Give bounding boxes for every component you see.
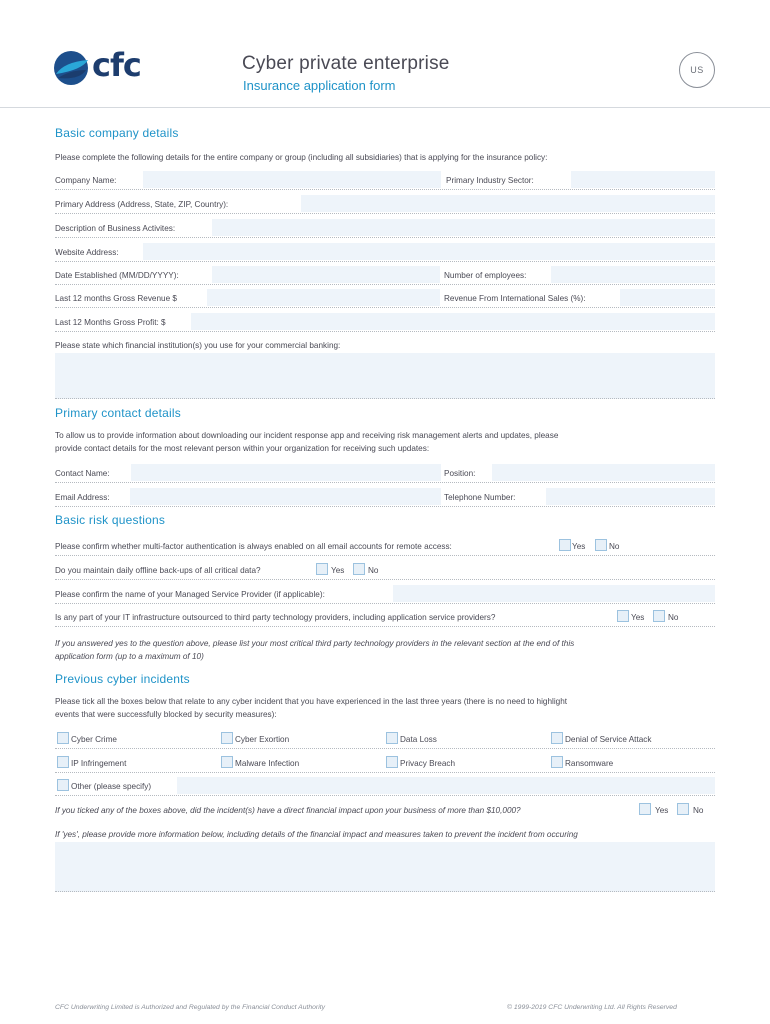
- gross-revenue-label: Last 12 months Gross Revenue $: [55, 294, 177, 303]
- logo-wordmark: cfc: [92, 46, 141, 84]
- row-gross-profit: [55, 313, 715, 332]
- row-incidents-2: [55, 754, 715, 773]
- primary-contact-intro-2: provide contact details for the most relevant person within your organization for receiving such updates:: [55, 444, 430, 453]
- malware-infection-label: Malware Infection: [235, 759, 300, 768]
- cyber-crime-label: Cyber Crime: [71, 735, 117, 744]
- data-loss-label: Data Loss: [400, 735, 437, 744]
- backup-no-label: No: [368, 566, 379, 575]
- gross-revenue-field[interactable]: [207, 289, 440, 306]
- denial-of-service-label: Denial of Service Attack: [565, 735, 652, 744]
- incident-details-prompt: If 'yes', please provide more information below, including details of the financial impact and measures taken to prevent the incident from occuring: [55, 830, 578, 839]
- row-gross-revenue: [55, 289, 715, 308]
- employees-field[interactable]: [551, 266, 715, 283]
- previous-incidents-intro-2: events that were successfully blocked by security measures):: [55, 710, 277, 719]
- ransomware-checkbox[interactable]: [551, 756, 563, 768]
- privacy-breach-checkbox[interactable]: [386, 756, 398, 768]
- website-label: Website Address:: [55, 248, 119, 257]
- outsourced-no-checkbox[interactable]: [653, 610, 665, 622]
- gross-profit-label: Last 12 Months Gross Profit: $: [55, 318, 166, 327]
- cyber-extortion-label: Cyber Exortion: [235, 735, 290, 744]
- row-backup-question: [55, 561, 715, 580]
- section-heading-risk-questions: Basic risk questions: [55, 513, 166, 527]
- cyber-extortion-checkbox[interactable]: [221, 732, 233, 744]
- row-website: [55, 243, 715, 262]
- backup-yes-checkbox[interactable]: [316, 563, 328, 575]
- email-label: Email Address:: [55, 493, 110, 502]
- industry-sector-label: Primary Industry Sector:: [446, 176, 534, 185]
- business-description-field[interactable]: [212, 219, 715, 236]
- financial-impact-question: If you ticked any of the boxes above, did the incident(s) have a direct financial impact upon your business of more than $10,000?: [55, 806, 521, 815]
- outsourced-note-1: If you answered yes to the question above, please list your most critical third party technology providers in the relevant section at the end of this: [55, 639, 575, 648]
- backup-yes-label: Yes: [331, 566, 345, 575]
- email-field[interactable]: [130, 488, 441, 505]
- outsourced-no-label: No: [668, 613, 679, 622]
- ip-infringement-label: IP Infringement: [71, 759, 127, 768]
- footer-regulation: CFC Underwriting Limited is Authorized and Regulated by the Financial Conduct Authority: [55, 1004, 325, 1011]
- denial-of-service-checkbox[interactable]: [551, 732, 563, 744]
- row-outsourced-question: [55, 608, 715, 627]
- row-email: [55, 488, 715, 507]
- document-subtitle: Insurance application form: [243, 78, 396, 93]
- section-heading-primary-contact: Primary contact details: [55, 406, 181, 420]
- date-established-field[interactable]: [212, 266, 440, 283]
- other-incident-checkbox[interactable]: [57, 779, 69, 791]
- industry-sector-field[interactable]: [571, 171, 715, 188]
- footer-copyright: © 1999-2019 CFC Underwriting Ltd. All Rights Reserved: [507, 1004, 677, 1011]
- malware-infection-checkbox[interactable]: [221, 756, 233, 768]
- financial-impact-yes-label: Yes: [655, 806, 669, 815]
- international-revenue-field[interactable]: [620, 289, 715, 306]
- mfa-question-label: Please confirm whether multi-factor authentication is always enabled on all email accounts for remote access:: [55, 542, 452, 551]
- mfa-yes-checkbox[interactable]: [559, 539, 571, 551]
- banking-field[interactable]: [55, 353, 715, 399]
- other-incident-field[interactable]: [177, 777, 715, 794]
- ransomware-label: Ransomware: [565, 759, 614, 768]
- row-business-description: [55, 219, 715, 238]
- row-company-name: [55, 171, 715, 190]
- date-established-label: Date Established (MM/DD/YYYY):: [55, 271, 179, 280]
- outsourced-yes-checkbox[interactable]: [617, 610, 629, 622]
- row-incidents-other: [55, 777, 715, 796]
- section-heading-previous-incidents: Previous cyber incidents: [55, 672, 190, 686]
- backup-question-label: Do you maintain daily offline back-ups of all critical data?: [55, 566, 261, 575]
- position-label: Position:: [444, 469, 476, 478]
- primary-address-label: Primary Address (Address, State, ZIP, Country):: [55, 200, 229, 209]
- section-heading-basic-company: Basic company details: [55, 126, 179, 140]
- row-msp-question: [55, 585, 715, 604]
- row-financial-impact: [55, 801, 715, 820]
- data-loss-checkbox[interactable]: [386, 732, 398, 744]
- outsourced-note-2: application form (up to a maximum of 10): [55, 652, 204, 661]
- cfc-logo: [52, 48, 152, 88]
- banking-label: Please state which financial institution(s) you use for your commercial banking:: [55, 341, 341, 350]
- outsourced-question-label: Is any part of your IT infrastructure outsourced to third party technology providers, including application service providers?: [55, 613, 496, 622]
- website-field[interactable]: [143, 243, 715, 260]
- cfc-logo-icon: [52, 48, 92, 88]
- msp-question-label: Please confirm the name of your Managed Service Provider (if applicable):: [55, 590, 325, 599]
- privacy-breach-label: Privacy Breach: [400, 759, 456, 768]
- row-contact-name: [55, 464, 715, 483]
- company-name-label: Company Name:: [55, 176, 117, 185]
- international-revenue-label: Revenue From International Sales (%):: [444, 294, 586, 303]
- contact-name-field[interactable]: [131, 464, 441, 481]
- incident-details-field[interactable]: [55, 842, 715, 892]
- mfa-no-label: No: [609, 542, 620, 551]
- other-incident-label: Other (please specify): [71, 782, 152, 791]
- contact-name-label: Contact Name:: [55, 469, 110, 478]
- employees-label: Number of employees:: [444, 271, 527, 280]
- primary-address-field[interactable]: [301, 195, 715, 212]
- backup-no-checkbox[interactable]: [353, 563, 365, 575]
- previous-incidents-intro-1: Please tick all the boxes below that relate to any cyber incident that you have experienced in the last three years (there is no need to highlight: [55, 697, 568, 706]
- document-title: Cyber private enterprise: [242, 53, 450, 74]
- msp-name-field[interactable]: [393, 585, 715, 602]
- row-incidents-1: [55, 730, 715, 749]
- row-mfa-question: [55, 537, 715, 556]
- row-date-established: [55, 266, 715, 285]
- financial-impact-no-label: No: [693, 806, 704, 815]
- telephone-field[interactable]: [546, 488, 715, 505]
- gross-profit-field[interactable]: [191, 313, 715, 330]
- basic-company-intro: Please complete the following details for the entire company or group (including all subsidiaries) that is applying for the insurance policy:: [55, 153, 548, 162]
- financial-impact-no-checkbox[interactable]: [677, 803, 689, 815]
- row-primary-address: [55, 195, 715, 214]
- page-header: [0, 0, 770, 108]
- primary-contact-intro-1: To allow us to provide information about downloading our incident response app and receiving risk management alerts and updates, please: [55, 431, 559, 440]
- outsourced-yes-label: Yes: [631, 613, 645, 622]
- telephone-label: Telephone Number:: [444, 493, 516, 502]
- mfa-no-checkbox[interactable]: [595, 539, 607, 551]
- position-field[interactable]: [492, 464, 715, 481]
- mfa-yes-label: Yes: [572, 542, 586, 551]
- business-description-label: Description of Business Activites:: [55, 224, 176, 233]
- cyber-crime-checkbox[interactable]: [57, 732, 69, 744]
- financial-impact-yes-checkbox[interactable]: [639, 803, 651, 815]
- company-name-field[interactable]: [143, 171, 441, 188]
- region-badge: US: [679, 52, 715, 88]
- ip-infringement-checkbox[interactable]: [57, 756, 69, 768]
